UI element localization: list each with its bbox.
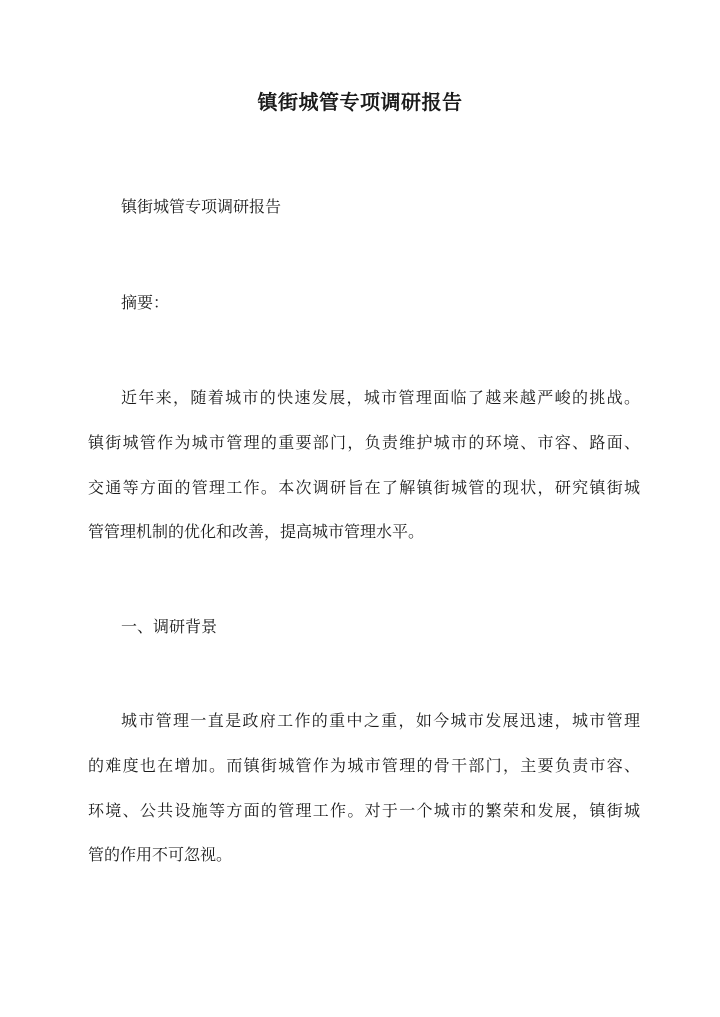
abstract-line-2: 镇街城管作为城市管理的重要部门，负责维护城市的环境、市容、路面、 [88,433,640,452]
section-1-heading: 一、调研背景 [121,617,218,636]
report-subtitle: 镇街城管专项调研报告 [121,197,282,216]
section-1-line-3: 环境、公共设施等方面的管理工作。对于一个城市的繁荣和发展，镇街城 [88,801,640,820]
abstract-heading: 摘要： [121,293,170,312]
abstract-line-4: 管管理机制的优化和改善，提高城市管理水平。 [88,522,425,541]
abstract-line-3: 交通等方面的管理工作。本次调研旨在了解镇街城管的现状，研究镇街城 [88,478,640,497]
section-1-line-1: 城市管理一直是政府工作的重中之重，如今城市发展迅速，城市管理 [121,711,640,730]
abstract-line-1: 近年来，随着城市的快速发展，城市管理面临了越来越严峻的挑战。 [121,388,640,407]
document-title: 镇街城管专项调研报告 [257,90,463,114]
section-1-line-2: 的难度也在增加。而镇街城管作为城市管理的骨干部门，主要负责市容、 [88,756,640,775]
section-1-line-4: 管的作用不可忽视。 [88,845,233,864]
